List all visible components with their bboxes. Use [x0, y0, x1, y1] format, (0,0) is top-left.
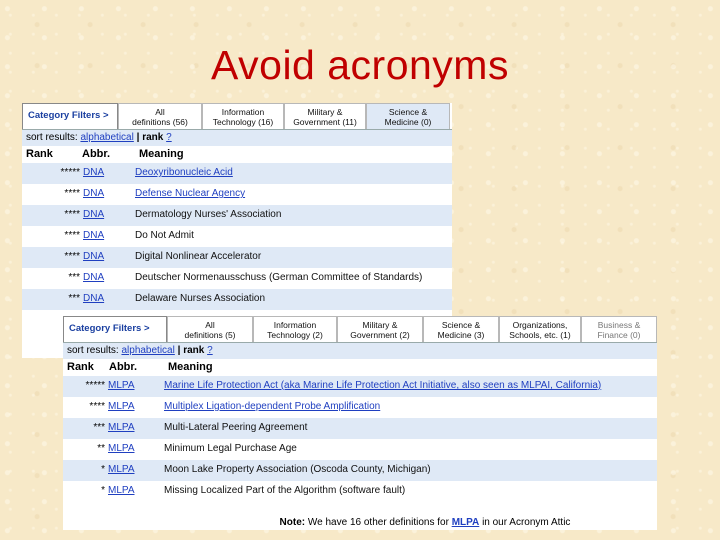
meaning-text: Delaware Nurses Association: [135, 293, 266, 304]
sort-label: sort results:: [67, 345, 119, 356]
tab-all-definitions[interactable]: All definitions (5): [167, 316, 253, 342]
category-filters-label: Category Filters >: [22, 103, 118, 129]
abbr-link[interactable]: MLPA: [108, 464, 135, 475]
rank-stars: *****: [85, 380, 105, 391]
rank-header: Rank: [67, 361, 94, 373]
sort-alphabetical-link[interactable]: alphabetical: [121, 345, 175, 356]
meaning-text[interactable]: Defense Nuclear Agency: [135, 188, 246, 199]
rank-stars: ***: [93, 422, 105, 433]
attic-note: [63, 517, 657, 528]
abbr-header: Abbr.: [82, 148, 111, 160]
result-row: [22, 205, 452, 226]
slide-title: Avoid acronyms: [211, 42, 509, 88]
results-header: [63, 359, 657, 376]
result-row: [22, 163, 452, 184]
rank-header: Rank: [26, 148, 53, 160]
result-row: [22, 226, 452, 247]
result-row: [63, 376, 657, 397]
tab-military-government[interactable]: Military & Government (11): [284, 103, 366, 129]
sort-help-link[interactable]: ?: [207, 345, 213, 356]
abbr-header: Abbr.: [109, 361, 138, 373]
result-row: [63, 481, 657, 502]
sort-bar: [63, 343, 657, 359]
abbr-link[interactable]: DNA: [83, 230, 105, 241]
result-row: [63, 418, 657, 439]
meaning-text: Do Not Admit: [135, 230, 194, 241]
result-row: [22, 268, 452, 289]
abbr-link[interactable]: MLPA: [108, 401, 135, 412]
sort-help-link[interactable]: ?: [166, 132, 172, 143]
abbr-link[interactable]: DNA: [83, 251, 105, 262]
category-tabs: [63, 316, 657, 343]
note-text-end: in our Acronym Attic: [482, 517, 571, 528]
meaning-text: Dermatology Nurses' Association: [135, 209, 282, 220]
result-row: [22, 289, 452, 310]
sort-bar: [22, 130, 452, 146]
note-abbr-link[interactable]: MLPA: [451, 517, 480, 528]
rank-stars: ***: [68, 272, 80, 283]
sort-separator: |: [177, 345, 181, 356]
rank-stars: *: [101, 464, 105, 475]
tab-science-medicine[interactable]: Science & Medicine (3): [423, 316, 499, 342]
sort-separator: |: [136, 132, 140, 143]
category-tabs: [22, 103, 452, 130]
rank-stars: ****: [64, 230, 80, 241]
meaning-header: Meaning: [139, 148, 184, 160]
rank-stars: **: [97, 443, 105, 454]
result-row: [63, 460, 657, 481]
results-header: [22, 146, 452, 163]
result-row: [63, 439, 657, 460]
note-text-start: We have 16 other definitions for: [307, 517, 449, 528]
meaning-text: Missing Localized Part of the Algorithm (software fault): [164, 485, 406, 496]
rank-stars: *: [101, 485, 105, 496]
rank-stars: ****: [64, 188, 80, 199]
rank-stars: ****: [64, 251, 80, 262]
tab-information-technology[interactable]: Information Technology (2): [253, 316, 337, 342]
meaning-text[interactable]: Deoxyribonucleic Acid: [135, 167, 233, 178]
abbr-link[interactable]: MLPA: [108, 485, 135, 496]
meaning-text: Multi-Lateral Peering Agreement: [164, 422, 308, 433]
tab-all-definitions[interactable]: All definitions (56): [118, 103, 202, 129]
tab-business-finance[interactable]: Business & Finance (0): [581, 316, 657, 342]
abbr-link[interactable]: MLPA: [108, 380, 135, 391]
tab-information-technology[interactable]: Information Technology (16): [202, 103, 284, 129]
abbr-link[interactable]: DNA: [83, 188, 105, 199]
abbr-link[interactable]: MLPA: [108, 443, 135, 454]
abbr-link[interactable]: DNA: [83, 167, 105, 178]
sort-rank[interactable]: rank: [183, 345, 205, 356]
meaning-text: Deutscher Normenausschuss (German Committee of Standards): [135, 272, 423, 283]
results-list: [63, 376, 657, 502]
category-filters-label: Category Filters >: [63, 316, 167, 342]
tab-science-medicine[interactable]: Science & Medicine (0): [366, 103, 450, 129]
rank-stars: ****: [89, 401, 105, 412]
meaning-text: Minimum Legal Purchase Age: [164, 443, 297, 454]
tab-organizations-schools[interactable]: Organizations, Schools, etc. (1): [499, 316, 581, 342]
result-row: [22, 184, 452, 205]
abbr-link[interactable]: DNA: [83, 209, 105, 220]
result-row: [63, 397, 657, 418]
abbr-link[interactable]: MLPA: [108, 422, 135, 433]
rank-stars: *****: [60, 167, 80, 178]
sort-label: sort results:: [26, 132, 78, 143]
meaning-text[interactable]: Multiplex Ligation-dependent Probe Amplification: [164, 401, 381, 412]
meaning-text: Moon Lake Property Association (Oscoda County, Michigan): [164, 464, 431, 475]
rank-stars: ****: [64, 209, 80, 220]
sort-alphabetical-link[interactable]: alphabetical: [80, 132, 134, 143]
sort-rank[interactable]: rank: [142, 132, 164, 143]
result-row: [22, 247, 452, 268]
meaning-text[interactable]: Marine Life Protection Act (aka Marine Life Protection Act Initiative, also seen as MLPAI, California): [164, 380, 602, 391]
mlpa-results-panel: [63, 316, 657, 530]
abbr-link[interactable]: DNA: [83, 293, 105, 304]
meaning-header: Meaning: [168, 361, 213, 373]
results-list: [22, 163, 452, 310]
note-label: Note:: [279, 517, 306, 528]
abbr-link[interactable]: DNA: [83, 272, 105, 283]
rank-stars: ***: [68, 293, 80, 304]
meaning-text: Digital Nonlinear Accelerator: [135, 251, 262, 262]
tab-military-government[interactable]: Military & Government (2): [337, 316, 423, 342]
